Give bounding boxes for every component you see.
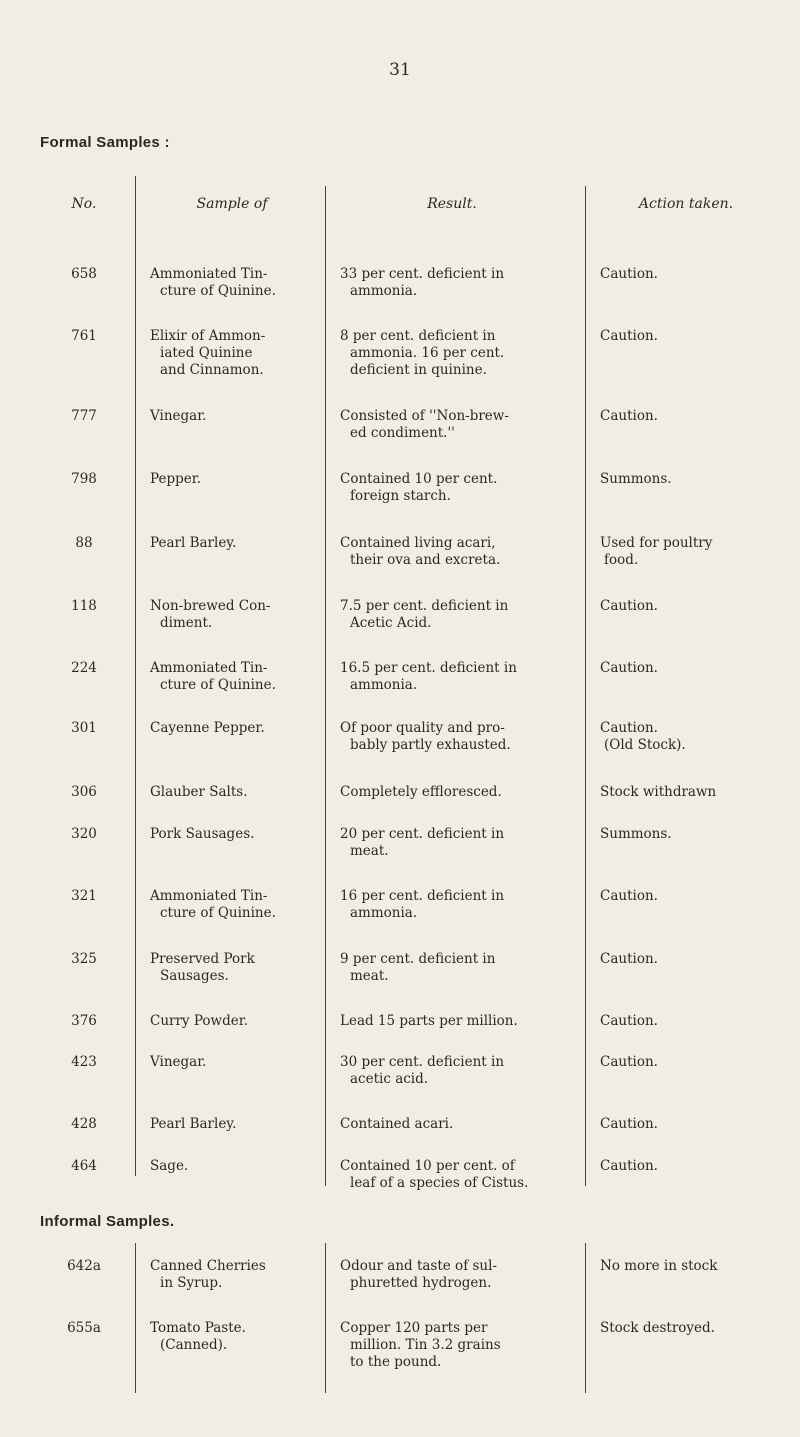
sample-number: 464	[71, 1158, 97, 1174]
sample-number: 224	[71, 660, 97, 676]
sample-name	[142, 660, 330, 694]
sample-name	[142, 328, 330, 379]
sample-number: 798	[71, 471, 97, 487]
sample-name-line: Preserved Pork	[150, 951, 255, 967]
sample-result-line: acetic acid.	[350, 1071, 429, 1087]
sample-result	[332, 1258, 580, 1292]
sample-result-line: deficient in quinine.	[350, 362, 487, 378]
sample-result	[332, 1054, 580, 1088]
sample-number: 642a	[67, 1258, 101, 1274]
action-taken-line: Summons.	[600, 471, 672, 487]
sample-name	[142, 598, 330, 632]
sample-result-line: ammonia.	[350, 677, 418, 693]
sample-result-line: 9 per cent. deficient in	[340, 951, 496, 967]
action-taken	[592, 1320, 788, 1337]
sample-result-line: million. Tin 3.2 grains	[350, 1337, 501, 1353]
sample-name-line: Tomato Paste.	[150, 1320, 246, 1336]
sample-name	[142, 720, 330, 737]
sample-result-line: ammonia.	[350, 905, 418, 921]
sample-name-line: Vinegar.	[150, 1054, 207, 1070]
sample-name-line: cture of Quinine.	[160, 677, 276, 693]
sample-name	[142, 951, 330, 985]
action-taken-line: Caution.	[600, 598, 658, 614]
sample-result	[332, 535, 580, 569]
sample-name-line: Ammoniated Tin-	[150, 660, 268, 676]
action-taken	[592, 408, 788, 425]
action-taken-line: Caution.	[600, 888, 658, 904]
action-taken-line: Stock withdrawn	[600, 784, 717, 800]
sample-result	[332, 1013, 580, 1030]
action-taken-line: Caution.	[600, 1116, 658, 1132]
sample-name-line: (Canned).	[160, 1337, 228, 1353]
sample-name	[142, 784, 330, 801]
sample-result	[332, 826, 580, 860]
formal-samples-title: Formal Samples :	[40, 134, 170, 151]
sample-name	[142, 471, 330, 488]
sample-name-line: Pearl Barley.	[150, 1116, 237, 1132]
action-taken-line: Caution.	[600, 408, 658, 424]
sample-result-line: Odour and taste of sul-	[340, 1258, 497, 1274]
sample-result-line: 33 per cent. deficient in	[340, 266, 505, 282]
action-taken-line: Caution.	[600, 660, 658, 676]
sample-result-line: phuretted hydrogen.	[350, 1275, 492, 1291]
sample-result-line: Contained living acari,	[340, 535, 496, 551]
sample-result-line: bably partly exhausted.	[350, 737, 511, 753]
sample-result-line: leaf of a species of Cistus.	[350, 1175, 529, 1191]
sample-number: 118	[71, 598, 97, 614]
action-taken-line: Caution.	[600, 720, 658, 736]
sample-result-line: 16.5 per cent. deficient in	[340, 660, 517, 676]
action-taken	[592, 784, 788, 801]
column-divider	[135, 1243, 136, 1393]
action-taken	[592, 1054, 788, 1071]
sample-result-line: Of poor quality and pro-	[340, 720, 505, 736]
sample-name-line: Elixir of Ammon-	[150, 328, 266, 344]
action-taken-line: Stock destroyed.	[600, 1320, 715, 1336]
sample-name	[142, 826, 330, 843]
sample-number: 325	[71, 951, 97, 967]
sample-name	[142, 1158, 330, 1175]
sample-result	[332, 408, 580, 442]
sample-result-line: 7.5 per cent. deficient in	[340, 598, 509, 614]
sample-number: 321	[71, 888, 97, 904]
action-taken-line: food.	[604, 552, 639, 568]
action-taken-line: Used for poultry	[600, 535, 713, 551]
sample-name-line: Vinegar.	[150, 408, 207, 424]
action-taken-line: Caution.	[600, 1158, 658, 1174]
sample-number: 658	[71, 266, 97, 282]
header-result: Result.	[427, 196, 477, 212]
action-taken	[592, 720, 788, 754]
column-divider	[585, 186, 586, 1186]
sample-result-line: 8 per cent. deficient in	[340, 328, 496, 344]
sample-name-line: Pepper.	[150, 471, 202, 487]
sample-result-line: 16 per cent. deficient in	[340, 888, 505, 904]
action-taken	[592, 598, 788, 615]
sample-result-line: ammonia. 16 per cent.	[350, 345, 505, 361]
sample-result	[332, 951, 580, 985]
sample-name-line: cture of Quinine.	[160, 283, 276, 299]
action-taken	[592, 660, 788, 677]
sample-result-line: to the pound.	[350, 1354, 442, 1370]
sample-result-line: Consisted of ''Non-brew-	[340, 408, 509, 424]
sample-name	[142, 1320, 330, 1354]
sample-result-line: 20 per cent. deficient in	[340, 826, 505, 842]
sample-name	[142, 1116, 330, 1133]
sample-result-line: foreign starch.	[350, 488, 451, 504]
sample-name-line: and Cinnamon.	[160, 362, 264, 378]
sample-number: 655a	[67, 1320, 101, 1336]
sample-number: 423	[71, 1054, 97, 1070]
sample-name-line: Sausages.	[160, 968, 229, 984]
sample-number: 761	[71, 328, 97, 344]
sample-name	[142, 1013, 330, 1030]
sample-result	[332, 720, 580, 754]
sample-name	[142, 1258, 330, 1292]
sample-result-line: meat.	[350, 843, 389, 859]
sample-name-line: in Syrup.	[160, 1275, 223, 1291]
action-taken-line: Caution.	[600, 328, 658, 344]
sample-result-line: Lead 15 parts per million.	[340, 1013, 518, 1029]
sample-number: 88	[75, 535, 93, 551]
sample-name	[142, 1054, 330, 1071]
sample-name-line: iated Quinine	[160, 345, 253, 361]
header-action-taken: Action taken.	[638, 196, 734, 212]
action-taken	[592, 471, 788, 488]
action-taken	[592, 951, 788, 968]
sample-name-line: diment.	[160, 615, 213, 631]
action-taken	[592, 1013, 788, 1030]
sample-number: 301	[71, 720, 97, 736]
action-taken-line: (Old Stock).	[604, 737, 686, 753]
sample-result-line: Contained 10 per cent. of	[340, 1158, 515, 1174]
sample-name-line: Pork Sausages.	[150, 826, 255, 842]
sample-result-line: their ova and excreta.	[350, 552, 501, 568]
sample-result	[332, 266, 580, 300]
action-taken	[592, 1258, 788, 1275]
sample-number: 320	[71, 826, 97, 842]
action-taken	[592, 826, 788, 843]
sample-result	[332, 888, 580, 922]
sample-name-line: Curry Powder.	[150, 1013, 248, 1029]
sample-result	[332, 1320, 580, 1371]
sample-name	[142, 535, 330, 552]
action-taken-line: Caution.	[600, 1013, 658, 1029]
column-divider	[135, 176, 136, 1176]
header-sample-of: Sample of	[196, 196, 268, 212]
sample-number: 428	[71, 1116, 97, 1132]
action-taken-line: Caution.	[600, 951, 658, 967]
sample-name-line: Ammoniated Tin-	[150, 888, 268, 904]
header-no: No.	[71, 196, 97, 212]
sample-result	[332, 660, 580, 694]
sample-name-line: cture of Quinine.	[160, 905, 276, 921]
sample-name-line: Glauber Salts.	[150, 784, 248, 800]
action-taken-line: Caution.	[600, 266, 658, 282]
sample-result-line: 30 per cent. deficient in	[340, 1054, 505, 1070]
sample-result-line: Copper 120 parts per	[340, 1320, 488, 1336]
sample-result	[332, 471, 580, 505]
sample-result	[332, 784, 580, 801]
action-taken	[592, 328, 788, 345]
sample-result-line: Acetic Acid.	[350, 615, 432, 631]
sample-result-line: ed condiment.''	[350, 425, 455, 441]
sample-result-line: Completely effloresced.	[340, 784, 502, 800]
sample-number: 777	[71, 408, 97, 424]
action-taken	[592, 535, 788, 569]
sample-name-line: Pearl Barley.	[150, 535, 237, 551]
sample-result	[332, 1116, 580, 1133]
sample-number: 306	[71, 784, 97, 800]
sample-number: 376	[71, 1013, 97, 1029]
sample-name	[142, 266, 330, 300]
sample-name-line: Non-brewed Con-	[150, 598, 271, 614]
action-taken	[592, 1116, 788, 1133]
action-taken-line: Summons.	[600, 826, 672, 842]
sample-name-line: Canned Cherries	[150, 1258, 266, 1274]
sample-name-line: Cayenne Pepper.	[150, 720, 265, 736]
informal-samples-table	[40, 1258, 780, 1418]
sample-result-line: ammonia.	[350, 283, 418, 299]
sample-result-line: meat.	[350, 968, 389, 984]
action-taken-line: No more in stock	[600, 1258, 718, 1274]
sample-name	[142, 888, 330, 922]
action-taken-line: Caution.	[600, 1054, 658, 1070]
action-taken	[592, 1158, 788, 1175]
page-number: 31	[389, 60, 411, 80]
sample-result	[332, 1158, 580, 1192]
sample-result	[332, 598, 580, 632]
action-taken	[592, 266, 788, 283]
sample-name-line: Ammoniated Tin-	[150, 266, 268, 282]
informal-samples-title: Informal Samples.	[40, 1213, 175, 1230]
sample-result-line: Contained acari.	[340, 1116, 454, 1132]
sample-result-line: Contained 10 per cent.	[340, 471, 498, 487]
column-divider	[585, 1243, 586, 1393]
action-taken	[592, 888, 788, 905]
sample-name	[142, 408, 330, 425]
sample-result	[332, 328, 580, 379]
sample-name-line: Sage.	[150, 1158, 189, 1174]
formal-samples-table	[40, 196, 780, 1191]
